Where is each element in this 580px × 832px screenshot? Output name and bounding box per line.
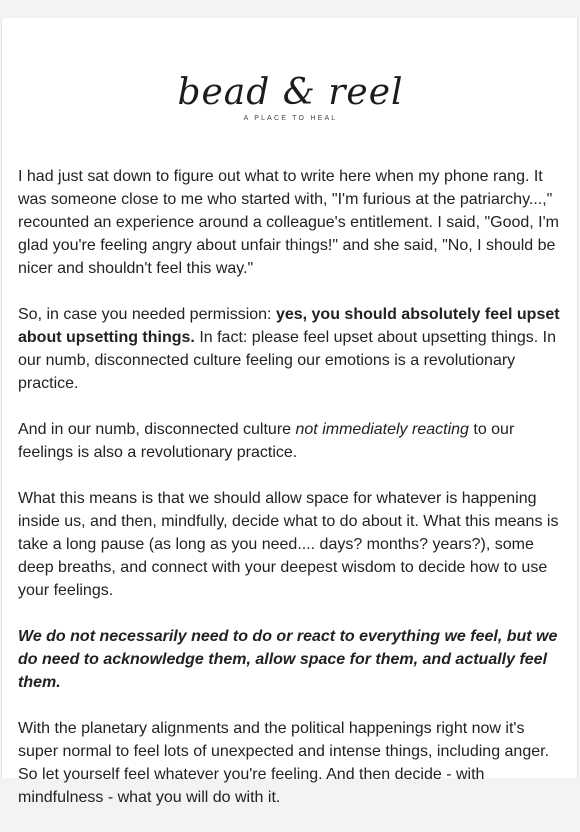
paragraph-3-emphasis: not immediately reacting [295, 421, 469, 438]
paragraph-6: With the planetary alignments and the political happenings right now it's super normal to feel lots of unexpected and intense things, including anger. So let yourself feel whatever you're feeling. And then decide - with mindfulness - what you will do with it. [18, 720, 550, 806]
paragraph-3 [18, 418, 562, 464]
logo-tagline: A PLACE TO HEAL [243, 115, 338, 122]
logo-wordmark: bead & reel [177, 72, 404, 113]
paragraph-3-rest: to our feelings is also a revolutionary practice. [18, 421, 515, 461]
brand-logo[interactable] [2, 73, 579, 122]
top-bar [0, 0, 580, 18]
paragraph-5-highlight: We do not necessarily need to do or react to everything we feel, but we do need to acknowledge them, allow space for them, and actually feel them. [18, 628, 558, 691]
paragraph-2-intro: So, in case you needed permission: [18, 306, 276, 323]
paragraph-2-emphasis: yes, you should absolutely feel upset about upsetting things. [18, 306, 560, 346]
paragraph-3-intro: And in our numb, disconnected culture [18, 421, 296, 438]
article-content [18, 165, 562, 832]
paragraph-2 [18, 303, 562, 395]
paragraph-2-rest: In fact: please feel upset about upsetting things. In our numb, disconnected culture feeling our emotions is a revolutionary practice. [18, 329, 557, 392]
paragraph-4: What this means is that we should allow space for whatever is happening inside us, and then, mindfully, decide what to do about it. What this means is take a long pause (as long as you need.... days? months? years?), some deep breaths, and connect with your deepest wisdom to decide how to use your feelings. [18, 490, 559, 599]
paragraph-1: I had just sat down to figure out what to write here when my phone rang. It was someone close to me who started with, "I'm furious at the patriarchy...," recounted an experience around a colleague's entitlement. I said, "Good, I'm glad you're feeling angry about unfair things!" and she said, "No, I should be nicer and shouldn't feel this way." [18, 168, 560, 277]
